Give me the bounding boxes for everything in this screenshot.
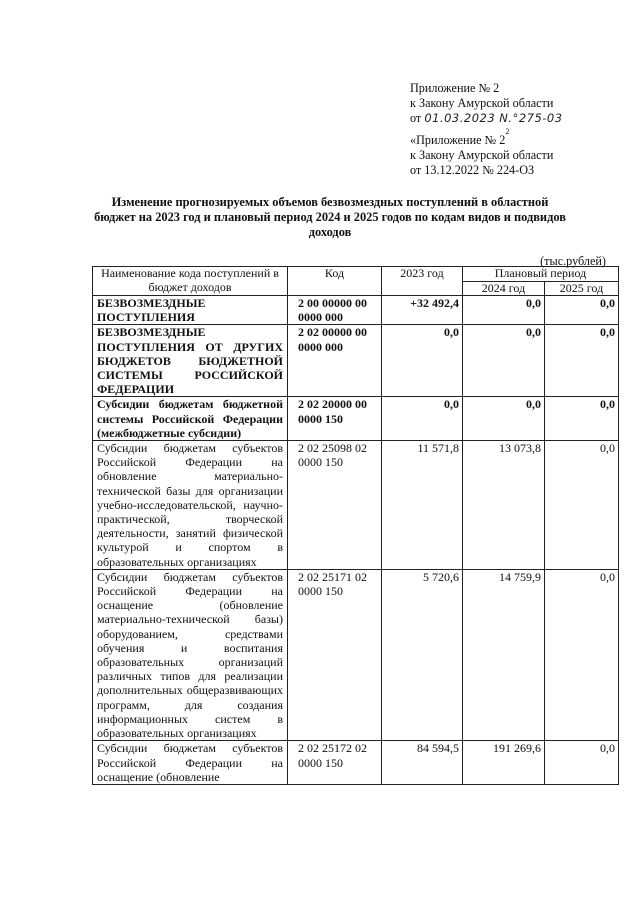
table-row — [93, 741, 619, 785]
appendix-number: Приложение № 2 — [410, 81, 500, 95]
row-value-2024: 14 759,9 — [463, 569, 545, 740]
row-name: Субсидии бюджетам бюджетной системы Российской Федерации (межбюджетные субсидии) — [93, 397, 288, 441]
row-value-2023: +32 492,4 — [382, 296, 463, 325]
row-name: Субсидии бюджетам субъектов Российской Федерации на оснащение (обновление материально-технической базы) оборудованием, средствами обучения и воспитания образовательных организаций различных типов для реализации дополнительных общеразвивающих программ, для создания информационных систем в образовательных организациях — [93, 569, 288, 740]
row-value-2023: 5 720,6 — [382, 569, 463, 740]
row-value-2024: 0,0 — [463, 397, 545, 441]
orig-appendix-date: от 13.12.2022 № 224-ОЗ — [410, 163, 535, 177]
row-value-2025: 0,0 — [545, 569, 619, 740]
appendix-date-line — [410, 111, 630, 126]
orig-appendix-number-text: «Приложение № 2 — [410, 133, 506, 147]
row-code: 2 02 20000 00 0000 150 — [288, 397, 382, 441]
row-value-2025: 0,0 — [545, 741, 619, 785]
row-code: 2 02 25098 02 0000 150 — [288, 441, 382, 570]
revenue-table — [92, 266, 619, 785]
row-value-2024: 13 073,8 — [463, 441, 545, 570]
orig-appendix-number — [410, 126, 630, 148]
table-row — [93, 441, 619, 570]
handwritten-date-number: 01.03.2023 N.°275-03 — [424, 111, 563, 125]
row-value-2024: 191 269,6 — [463, 741, 545, 785]
row-name: БЕЗВОЗМЕЗДНЫЕ ПОСТУПЛЕНИЯ ОТ ДРУГИХ БЮДЖЕТОВ БЮДЖЕТНОЙ СИСТЕМЫ РОССИЙСКОЙ ФЕДЕРАЦИИ — [93, 325, 288, 397]
row-code: 2 02 00000 00 0000 000 — [288, 325, 382, 397]
table-row — [93, 325, 619, 397]
header-code: Код — [288, 267, 382, 296]
row-value-2025: 0,0 — [545, 325, 619, 397]
table-row — [93, 569, 619, 740]
orig-appendix-law: к Закону Амурской области — [410, 148, 554, 162]
row-value-2023: 11 571,8 — [382, 441, 463, 570]
row-code: 2 02 25171 02 0000 150 — [288, 569, 382, 740]
appendix-reference — [410, 81, 630, 126]
row-value-2023: 84 594,5 — [382, 741, 463, 785]
row-code: 2 02 25172 02 0000 150 — [288, 741, 382, 785]
row-value-2025: 0,0 — [545, 441, 619, 570]
unit-label: (тыс.рублей) — [540, 254, 606, 268]
original-appendix-reference — [410, 126, 630, 178]
row-value-2024: 0,0 — [463, 325, 545, 397]
row-code: 2 00 00000 00 0000 000 — [288, 296, 382, 325]
appendix-law: к Закону Амурской области — [410, 96, 554, 110]
appendix-date-prefix: от — [410, 111, 422, 125]
header-2024: 2024 год — [463, 281, 545, 296]
row-name: Субсидии бюджетам субъектов Российской Федерации на обновление материально-технической базы для организации учебно-исследовательской, научно-практической, творческой деятельности, занятий физической культурой и спортом в образовательных организациях — [93, 441, 288, 570]
row-name: БЕЗВОЗМЕЗДНЫЕ ПОСТУПЛЕНИЯ — [93, 296, 288, 325]
header-2025: 2025 год — [545, 281, 619, 296]
row-value-2023: 0,0 — [382, 397, 463, 441]
header-name: Наименование кода поступлений в бюджет доходов — [93, 267, 288, 296]
document-title: Изменение прогнозируемых объемов безвозмездных поступлений в областной бюджет на 2023 год и плановый период 2024 и 2025 годов по кодам видов и подвидов доходов — [94, 195, 566, 239]
row-name: Субсидии бюджетам субъектов Российской Федерации на оснащение (обновление — [93, 741, 288, 785]
table-row — [93, 397, 619, 441]
row-value-2024: 0,0 — [463, 296, 545, 325]
row-value-2023: 0,0 — [382, 325, 463, 397]
table-row — [93, 296, 619, 325]
header-planned-period: Плановый период — [463, 267, 619, 282]
row-value-2025: 0,0 — [545, 397, 619, 441]
orig-appendix-superscript: 2 — [505, 126, 510, 136]
header-2023: 2023 год — [382, 267, 463, 296]
row-value-2025: 0,0 — [545, 296, 619, 325]
